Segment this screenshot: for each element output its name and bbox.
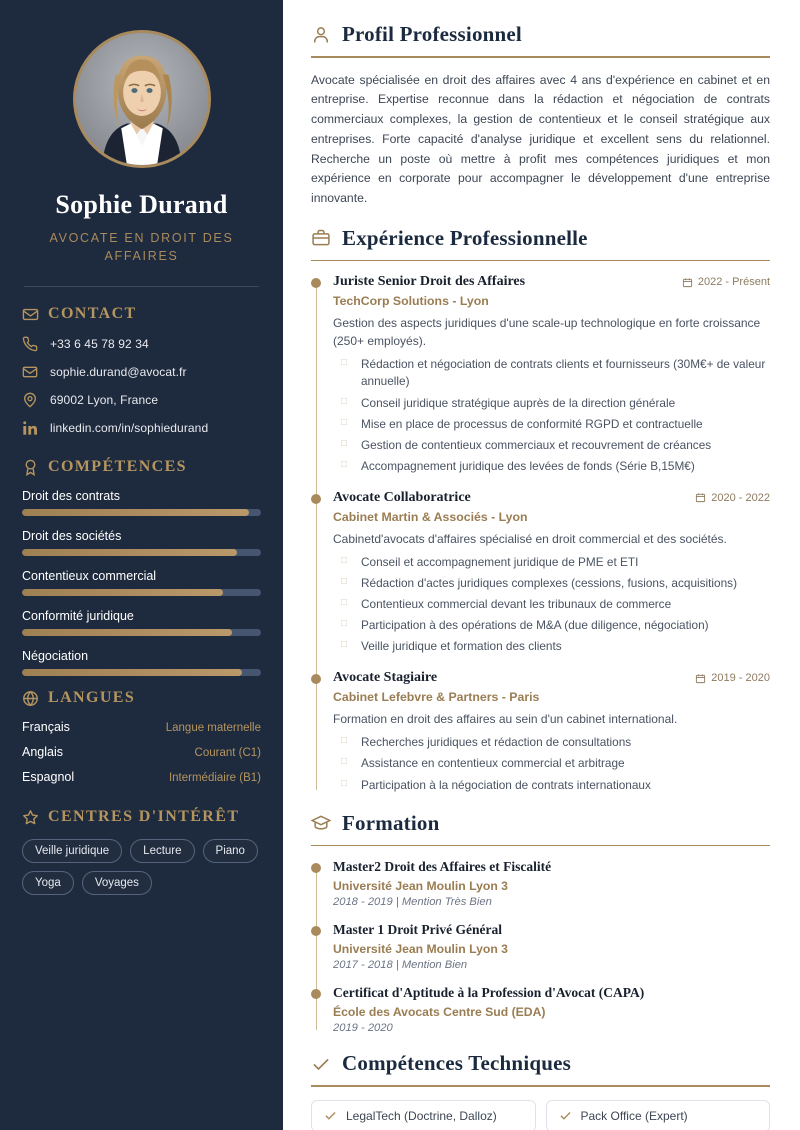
timeline-dot: [311, 863, 321, 873]
interest-tag[interactable]: Piano: [203, 839, 258, 863]
section-technical-skills-header: [311, 1051, 770, 1085]
language-item: [22, 720, 261, 734]
language-name: Anglais: [22, 745, 63, 760]
job-organization: Cabinet Martin & Associés - Lyon: [333, 509, 528, 524]
language-item: [22, 770, 261, 784]
job-bullet: □ Mise en place de processus de conformité RGPD et contractuelle: [333, 416, 770, 433]
job-bullet: □ Rédaction et négociation de contrats clients et fournisseurs (30M€+ de valeur annuelle): [333, 356, 770, 390]
contact-value: linkedin.com/in/sophiedurand: [50, 421, 209, 436]
timeline-dot: [311, 674, 321, 684]
contact-value: sophie.durand@avocat.fr: [50, 365, 187, 380]
job-description: Cabinetd'avocats d'affaires spécialisé en droit commercial et des sociétés.: [333, 531, 727, 546]
skill-label: Conformité juridique: [22, 609, 134, 624]
section-title: Profil Professionnel: [342, 22, 522, 46]
contact-item-phone[interactable]: [22, 336, 261, 352]
job-date-text: 2019 - 2020: [711, 672, 770, 685]
technical-skill-label: Pack Office (Expert): [580, 1108, 688, 1123]
timeline-dot: [311, 989, 321, 999]
skills-heading-label: COMPÉTENCES: [48, 458, 187, 476]
calendar-icon: [682, 277, 693, 288]
portrait-photo-illustration: [76, 33, 208, 165]
avatar: [73, 30, 211, 168]
globe-icon: [22, 690, 39, 707]
section-technical-skills: [311, 1051, 770, 1130]
contact-heading-label: CONTACT: [48, 305, 137, 323]
job-date-text: 2020 - 2022: [711, 491, 770, 504]
language-level: Courant (C1): [194, 747, 261, 760]
location-pin-icon: [22, 392, 38, 408]
language-level: Langue maternelle: [165, 722, 261, 735]
experience-item: [333, 670, 770, 793]
person-name: Sophie Durand: [55, 190, 228, 219]
skill-item: [22, 529, 261, 556]
section-profile: [311, 22, 770, 209]
education-degree: Certificat d'Aptitude à la Profession d'Avocat (CAPA): [333, 985, 645, 1001]
skill-progress-fill: [22, 509, 249, 516]
check-icon: [324, 1109, 337, 1122]
phone-icon: [22, 336, 38, 352]
interests-tag-list: [22, 839, 261, 895]
interest-tag[interactable]: Lecture: [130, 839, 194, 863]
section-rule: [311, 1085, 770, 1087]
section-rule: [311, 56, 770, 58]
education-item: [333, 985, 770, 1034]
job-bullet: □ Participation à des opérations de M&A (due diligence, négociation): [333, 617, 770, 634]
interest-tag[interactable]: Yoga: [22, 871, 74, 895]
skills-list: [22, 489, 261, 676]
education-meta: 2017 - 2018 | Mention Bien: [333, 959, 468, 972]
job-bullet: □ Participation à la négociation de contrats internationaux: [333, 777, 770, 794]
sidebar-divider: [24, 286, 259, 287]
job-date-text: 2022 - Présent: [697, 276, 770, 289]
interest-tag[interactable]: Voyages: [82, 871, 152, 895]
skill-item: [22, 569, 261, 596]
job-bullet: □ Contentieux commercial devant les tribunaux de commerce: [333, 596, 770, 613]
interest-tag[interactable]: Veille juridique: [22, 839, 122, 863]
timeline-dot: [311, 494, 321, 504]
award-icon: [22, 459, 39, 476]
languages-list: [22, 720, 261, 784]
timeline-dot: [311, 926, 321, 936]
experience-item-header: [333, 490, 770, 506]
languages-heading: [22, 689, 261, 707]
envelope-icon: [22, 364, 38, 380]
contact-item-linkedin[interactable]: [22, 420, 261, 436]
experience-timeline: [311, 274, 770, 793]
job-date-badge: [682, 274, 770, 288]
check-icon: [559, 1109, 572, 1122]
linkedin-icon: [22, 420, 38, 436]
job-bullet: □ Recherches juridiques et rédaction de consultations: [333, 734, 770, 751]
technical-skill-item: [546, 1100, 771, 1130]
technical-skills-grid: [311, 1100, 770, 1130]
section-profile-header: [311, 22, 770, 56]
job-title: Avocate Stagiaire: [333, 670, 438, 686]
section-education-header: [311, 811, 770, 845]
education-meta: 2018 - 2019 | Mention Très Bien: [333, 896, 492, 909]
experience-item: [333, 490, 770, 655]
education-school: Université Jean Moulin Lyon 3: [333, 942, 508, 957]
star-icon: [22, 809, 39, 826]
graduation-cap-icon: [311, 813, 331, 833]
section-experience: [311, 226, 770, 794]
section-rule: [311, 845, 770, 847]
job-bullet-list: [333, 554, 770, 655]
section-title: Expérience Professionnelle: [342, 225, 588, 250]
job-bullet: □ Assistance en contentieux commercial et arbitrage: [333, 755, 770, 772]
section-title: Formation: [342, 810, 440, 835]
section-experience-header: [311, 226, 770, 260]
language-name: Français: [22, 720, 70, 735]
job-bullet: □ Conseil juridique stratégique auprès de la direction générale: [333, 395, 770, 412]
language-name: Espagnol: [22, 770, 75, 785]
education-school: Université Jean Moulin Lyon 3: [333, 879, 508, 894]
timeline-dot: [311, 278, 321, 288]
job-bullet: □ Rédaction d'actes juridiques complexes (cessions, fusions, acquisitions): [333, 575, 770, 592]
education-school: École des Avocats Centre Sud (EDA): [333, 1005, 546, 1020]
job-description: Formation en droit des affaires au sein d'un cabinet international.: [333, 712, 678, 727]
job-bullet: □ Conseil et accompagnement juridique de PME et ETI: [333, 554, 770, 571]
experience-item-header: [333, 274, 770, 290]
technical-skill-label: LegalTech (Doctrine, Dalloz): [346, 1108, 497, 1123]
job-bullet-list: [333, 356, 770, 475]
skill-label: Contentieux commercial: [22, 569, 157, 584]
skill-progress-track: [22, 589, 261, 596]
calendar-icon: [695, 673, 706, 684]
skill-progress-fill: [22, 669, 242, 676]
check-icon: [311, 1054, 331, 1074]
user-icon: [311, 25, 331, 45]
education-degree: Master2 Droit des Affaires et Fiscalité: [333, 859, 552, 875]
contact-value: 69002 Lyon, France: [50, 393, 159, 408]
interests-heading-label: CENTRES D'INTÉRÊT: [48, 808, 240, 826]
job-bullet: □ Accompagnement juridique des levées de fonds (Série B,15M€): [333, 458, 770, 475]
experience-item-header: [333, 670, 770, 686]
job-bullet: □ Gestion de contentieux commerciaux et recouvrement de créances: [333, 437, 770, 454]
technical-skill-item: [311, 1100, 536, 1130]
job-date-badge: [695, 490, 770, 504]
skill-progress-track: [22, 669, 261, 676]
sidebar: [0, 0, 283, 1130]
contact-list: [22, 336, 261, 436]
main-content: [283, 0, 800, 1130]
section-education: [311, 811, 770, 1035]
skill-progress-track: [22, 549, 261, 556]
section-title: Compétences Techniques: [342, 1051, 572, 1076]
contact-item-location[interactable]: [22, 392, 261, 408]
skill-progress-fill: [22, 549, 237, 556]
contact-item-email[interactable]: [22, 364, 261, 380]
avatar-wrapper: [22, 30, 261, 168]
job-bullet-list: [333, 734, 770, 793]
job-date-badge: [695, 670, 770, 684]
job-bullet: □ Veille juridique et formation des clients: [333, 638, 770, 655]
experience-item: [333, 274, 770, 475]
job-title: Avocate Collaboratrice: [333, 489, 471, 505]
person-job-title: AVOCATE EN DROIT DES AFFAIRES: [49, 231, 234, 264]
skill-progress-track: [22, 509, 261, 516]
briefcase-icon: [311, 228, 331, 248]
education-item: [333, 859, 770, 908]
skill-item: [22, 489, 261, 516]
skill-progress-fill: [22, 589, 223, 596]
profile-summary-text: Avocate spécialisée en droit des affaires avec 4 ans d'expérience en cabinet et en entreprise. Expertise reconnue dans la rédaction et négociation de contrats commerciaux complexes, la gestion de contentieux et le conseil stratégique aux entreprises. Forte capacité d'analyse juridique et excellent sens du relationnel. Recherche un poste où mettre à profit mes compétences juridiques et mon expérience en corporate pour accompagner le développement d'une entreprise innovante.: [311, 72, 770, 206]
skills-heading: [22, 458, 261, 476]
skill-label: Négociation: [22, 649, 89, 664]
job-organization: TechCorp Solutions - Lyon: [333, 294, 489, 309]
skill-item: [22, 609, 261, 636]
skill-item: [22, 649, 261, 676]
contact-value: +33 6 45 78 92 34: [50, 337, 149, 352]
section-rule: [311, 260, 770, 262]
language-item: [22, 745, 261, 759]
skill-progress-fill: [22, 629, 232, 636]
job-organization: Cabinet Lefebvre & Partners - Paris: [333, 690, 540, 705]
education-item: [333, 922, 770, 971]
skill-label: Droit des contrats: [22, 489, 120, 504]
education-timeline: [311, 859, 770, 1034]
education-meta: 2019 - 2020: [333, 1022, 393, 1035]
job-title: Juriste Senior Droit des Affaires: [333, 274, 526, 290]
education-degree: Master 1 Droit Privé Général: [333, 922, 502, 938]
calendar-icon: [695, 492, 706, 503]
language-level: Intermédiaire (B1): [168, 772, 261, 785]
skill-progress-track: [22, 629, 261, 636]
interests-heading: [22, 808, 261, 826]
skill-label: Droit des sociétés: [22, 529, 122, 544]
envelope-icon: [22, 306, 39, 323]
languages-heading-label: LANGUES: [48, 689, 136, 707]
contact-heading: [22, 305, 261, 323]
job-description: Gestion des aspects juridiques d'une scale-up technologique en forte croissance (250+ employés).: [333, 316, 761, 349]
